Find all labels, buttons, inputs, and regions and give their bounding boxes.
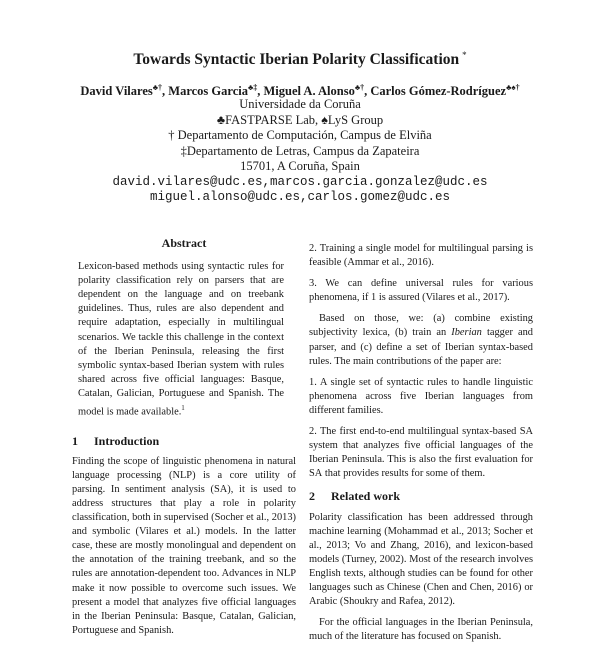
left-column [72, 236, 296, 645]
email-line: david.vilares@udc.es,marcos.garcia.gonzalez@udc.es [112, 174, 488, 189]
right-column [309, 242, 533, 651]
body-paragraph: For the official languages in the Iberian Peninsula, much of the literature has focused on Spanish. [309, 617, 533, 643]
paper-title [0, 50, 600, 69]
author: David Vilares♣† [80, 83, 163, 99]
title-text: Towards Syntactic Iberian Polarity Classification [133, 51, 460, 69]
title-footnote-mark: * [462, 50, 467, 60]
email-line: miguel.alonso@udc.es,carlos.gomez@udc.es [149, 190, 451, 204]
author: Miguel A. Alonso♣† [263, 83, 365, 99]
affiliation-line: Universidade da Coruña [239, 97, 361, 111]
intro-paragraph: Finding the scope of linguistic phenomena in natural language processing (NLP) is a core utility of parsing. In sentiment analysis (SA), it is used to address structures that play a role in polarity classification, both in supervised (Socher et al., 2013) and symbolic (Vilares et al.) models. In the latter case, these are mostly monolingual and dependent on the annotation of the training treebank, and so the rules are annotation-dependent too. Advances in NLP make it now possible to overcome such issues. We present a model that analyzes five official languages in the Iberian Peninsula: Basque, Catalan, Galician, Portuguese and Spanish. [72, 455, 296, 636]
author: Carlos Gómez-Rodríguez♣♠† [370, 83, 520, 99]
author-list: David Vilares♣†, Marcos Garcia♣‡, Miguel A. Alonso♣†, Carlos Gómez-Rodríguez♣♠† [80, 83, 520, 99]
affiliation-line: † Departamento de Computación, Campus de Elviña [168, 128, 432, 142]
contribution-item: 1. A single set of syntactic rules to handle linguistic phenomena across five Iberian languages from different families. [309, 376, 533, 416]
list-item: 3. We can define universal rules for various phenomena, if 1 is assured (Vilares et al., 2017). [309, 278, 533, 304]
affiliation-line: ♣FASTPARSE Lab, ♠LyS Group [216, 112, 384, 127]
affiliation-line: 15701, A Coruña, Spain [240, 159, 360, 173]
related-work-heading: 2 Related work [309, 489, 400, 504]
abstract-body: Lexicon-based methods using syntactic rules for polarity classification rely on parsers that are dependent on the language and on treebank guidelines. Thus, rules are also dependent and require adaptation, especially in multilingual scenarios. We tackle this challenge in the context of the Iberian Peninsula, releasing the first symbolic syntax-based Iberian system with rules shared across five official languages: Basque, Catalan, Galician, Portuguese and Spanish. The model is made available.$^1$ [78, 261, 284, 418]
affiliations [0, 97, 600, 206]
body-paragraph: Polarity classification has been addressed through machine learning (Mohammad et al., 2013; Socher et al., 2013; Vo and Zhang, 2016), and lexicon-based models (Turney, 2002). Most of the research involves English texts, although studies can be found for other languages such as Chinese (Chen and Chen, 2016) or Arabic (Shoukry and Rafea, 2012). [309, 511, 533, 608]
body-paragraph: Based on those, we: (a) combine existing subjectivity lexica, (b) train an Iberian tagger and parser, and (c) define a set of Iberian syntax-based rules. The main contributions of the paper are: [309, 313, 533, 367]
author: Marcos Garcia♣‡ [168, 83, 258, 99]
abstract-heading: Abstract [161, 236, 207, 250]
list-item: 2. Training a single model for multilingual parsing is feasible (Ammar et al., 2016). [309, 243, 533, 269]
intro-heading: 1 Introduction [72, 433, 160, 448]
contribution-item: 2. The first end-to-end multilingual syntax-based SA system that analyzes five official languages of the Iberian Peninsula. This is also the first evaluation for SA that provides results for some of them. [309, 426, 533, 480]
affiliation-line: ‡Departamento de Letras, Campus da Zapateira [180, 143, 420, 158]
